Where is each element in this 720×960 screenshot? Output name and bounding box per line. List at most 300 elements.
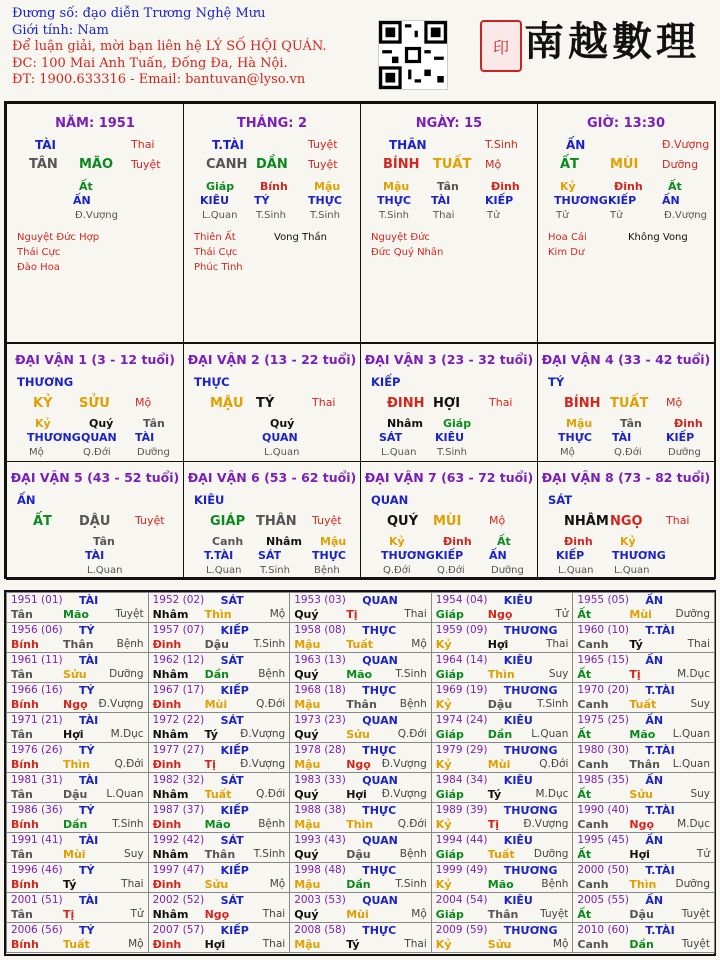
year-branch: Mão xyxy=(629,728,656,741)
year-stem: Canh xyxy=(577,638,609,651)
hidden-stage: Tử xyxy=(610,210,623,221)
heavenly-stem: GIÁP xyxy=(210,514,246,529)
year-stem: Mậu xyxy=(294,758,321,771)
year-stem: Tân xyxy=(11,908,33,921)
year-branch: Thìn xyxy=(487,668,515,681)
year-cell xyxy=(148,772,291,803)
year-cell xyxy=(289,772,432,803)
year-stage: Đ.Vượng xyxy=(240,758,286,770)
year-label: 1973 (23) xyxy=(294,714,346,726)
hidden-stage: L.Quan xyxy=(206,565,242,576)
hidden-stem: Quý xyxy=(270,417,295,430)
year-stem: Canh xyxy=(577,758,609,771)
year-star: SÁT xyxy=(220,774,244,787)
year-label: 1979 (29) xyxy=(435,744,488,756)
year-stage: Thai xyxy=(545,638,569,650)
year-cell xyxy=(431,712,574,743)
year-label: 2005 (55) xyxy=(577,894,630,906)
year-stage: Bệnh xyxy=(399,698,427,710)
hidden-stage: Đ.Vượng xyxy=(664,210,707,221)
earthly-branch: MÙI xyxy=(610,157,639,172)
year-cell xyxy=(289,652,432,683)
main-star: T.TÀI xyxy=(212,138,244,152)
year-label: 1984 (34) xyxy=(435,774,488,786)
year-stem: Nhâm xyxy=(152,908,189,921)
dai-van-title: ĐẠI VẬN 1 (3 - 12 tuổi) xyxy=(15,352,175,367)
year-stage: Tuyệt xyxy=(681,938,710,950)
year-branch: Tuất xyxy=(629,698,657,711)
year-label: 1970 (20) xyxy=(577,684,630,696)
header-info xyxy=(12,6,327,89)
hidden-stem: Mậu xyxy=(314,180,341,193)
year-stage: T.Sinh xyxy=(395,668,427,680)
year-stage: T.Sinh xyxy=(536,698,569,710)
year-branch: Hợi xyxy=(629,848,650,861)
year-cell xyxy=(572,832,715,863)
year-branch: Tý xyxy=(204,728,218,741)
dai-van-6 xyxy=(183,461,361,580)
year-label: 1959 (09) xyxy=(435,624,488,636)
heavenly-stem: BÍNH xyxy=(564,396,601,411)
hidden-star: THỰC xyxy=(558,431,592,444)
year-stage: Tử xyxy=(130,908,144,920)
year-cell xyxy=(289,862,432,893)
year-branch: Dần xyxy=(63,818,88,831)
year-star: TÝ xyxy=(79,864,95,877)
year-stem: Ất xyxy=(577,728,592,741)
year-branch: Ngọ xyxy=(63,698,88,711)
hidden-stage: L.Quan xyxy=(558,565,594,576)
year-label: 1958 (08) xyxy=(294,624,346,636)
year-label: 2010 (60) xyxy=(577,924,630,936)
year-cell xyxy=(148,802,291,833)
year-stem: Đinh xyxy=(152,698,182,711)
stage: Mộ xyxy=(135,396,152,409)
year-label: 1982 (32) xyxy=(152,774,205,786)
year-stem: Kỷ xyxy=(435,638,452,651)
year-branch: Tý xyxy=(63,878,77,891)
year-star: SÁT xyxy=(220,714,244,727)
hidden-stem: Giáp xyxy=(443,417,472,430)
hidden-star: KIẾP xyxy=(485,194,514,207)
year-branch: Dậu xyxy=(63,788,88,801)
year-label: 2000 (50) xyxy=(577,864,630,876)
year-stage: Đ.Vượng xyxy=(381,788,427,800)
year-stage: Bệnh xyxy=(399,848,427,860)
dai-van-title: ĐẠI VẬN 4 (33 - 42 tuổi) xyxy=(541,352,711,367)
hidden-stage: Tử xyxy=(487,210,500,221)
year-star: THƯƠNG xyxy=(503,864,558,877)
year-star: THƯƠNG xyxy=(503,744,558,757)
year-stage: Thai xyxy=(121,878,144,890)
stage-stem: T.Sinh xyxy=(485,138,518,151)
year-cell xyxy=(431,682,574,713)
hidden-stem: Giáp xyxy=(206,180,235,193)
special-star: Thiên Ất xyxy=(194,232,236,243)
stage: Thai xyxy=(312,396,336,409)
year-star: THƯƠNG xyxy=(503,924,558,937)
year-branch: Sửu xyxy=(487,938,512,951)
year-branch: Sửu xyxy=(204,878,229,891)
year-branch: Mão xyxy=(63,608,89,621)
dai-van-title: ĐẠI VẬN 5 (43 - 52 tuổi) xyxy=(10,470,180,485)
year-stage: Thai xyxy=(404,608,427,620)
year-branch: Hợi xyxy=(487,638,509,651)
year-cell xyxy=(6,892,149,923)
year-stage: M.Dục xyxy=(677,668,710,680)
year-stem: Kỷ xyxy=(435,758,452,771)
year-star: ẤN xyxy=(645,714,664,727)
year-stage: Tử xyxy=(555,608,569,620)
year-stage: M.Dục xyxy=(110,728,144,740)
stage: Mộ xyxy=(489,514,506,527)
hidden-stage: T.Sinh xyxy=(260,565,290,576)
year-cell xyxy=(6,682,149,713)
year-stage: Q.Đới xyxy=(397,728,427,740)
year-cell xyxy=(289,682,432,713)
hidden-stage: L.Quan xyxy=(264,447,300,458)
year-branch: Tị xyxy=(204,758,216,771)
year-label: 1992 (42) xyxy=(152,834,205,846)
year-cell xyxy=(6,832,149,863)
annual-luck-grid xyxy=(4,590,716,956)
year-stem: Quý xyxy=(294,908,319,921)
year-stem: Mậu xyxy=(294,818,321,831)
year-stem: Quý xyxy=(294,668,319,681)
year-stem: Ất xyxy=(577,848,592,861)
hidden-stem: Tân xyxy=(437,180,459,193)
hidden-stem: Tân xyxy=(93,535,115,548)
year-cell xyxy=(6,742,149,773)
year-branch: Dậu xyxy=(204,638,229,651)
hidden-star: THỰC xyxy=(312,549,346,562)
year-star: TÀI xyxy=(79,894,99,907)
year-label: 2004 (54) xyxy=(435,894,488,906)
hidden-stem: Ất xyxy=(668,180,682,193)
year-stage: Suy xyxy=(690,788,710,800)
year-cell xyxy=(289,802,432,833)
year-cell xyxy=(572,652,715,683)
year-label: 1990 (40) xyxy=(577,804,630,816)
year-stem: Ất xyxy=(577,608,592,621)
hidden-star: KIÊU xyxy=(200,194,230,207)
year-star: T.TÀI xyxy=(645,864,675,877)
special-star: Đào Hoa xyxy=(17,262,60,273)
year-stem: Quý xyxy=(294,608,319,621)
year-cell xyxy=(148,742,291,773)
year-cell xyxy=(572,592,715,623)
year-stage: Q.Đới xyxy=(539,758,569,770)
year-stem: Giáp xyxy=(435,668,464,681)
year-star: THỰC xyxy=(362,924,397,937)
year-label: 1995 (45) xyxy=(577,834,630,846)
year-stem: Giáp xyxy=(435,848,464,861)
year-cell xyxy=(6,922,149,953)
year-label: 1951 (01) xyxy=(11,594,63,606)
year-star: T.TÀI xyxy=(645,804,675,817)
year-star: T.TÀI xyxy=(645,924,675,937)
year-stage: Đ.Vượng xyxy=(98,698,144,710)
year-star: QUAN xyxy=(362,654,398,667)
year-label: 1969 (19) xyxy=(435,684,488,696)
year-star: KIÊU xyxy=(503,594,533,607)
hidden-stem: Đinh xyxy=(614,180,643,193)
year-branch: Tuất xyxy=(346,638,373,651)
year-label: 1977 (27) xyxy=(152,744,205,756)
year-stem: Ất xyxy=(577,908,592,921)
year-label: 1968 (18) xyxy=(294,684,346,696)
hidden-stem: Nhâm xyxy=(266,535,302,548)
brand-logo: 南越數理 xyxy=(524,18,700,65)
year-branch: Ngọ xyxy=(346,758,371,771)
hidden-star: TÀI xyxy=(135,431,155,444)
year-star: KIẾP xyxy=(220,864,249,877)
year-branch: Mão xyxy=(346,668,373,681)
earthly-branch: TUẤT xyxy=(433,157,472,172)
year-branch: Dần xyxy=(346,878,371,891)
year-star: KIẾP xyxy=(220,924,249,937)
year-branch: Sửu xyxy=(629,788,653,801)
year-branch: Mão xyxy=(487,878,514,891)
main-star: KIẾP xyxy=(371,375,401,389)
year-cell xyxy=(6,712,149,743)
year-stem: Bính xyxy=(11,758,39,771)
hidden-stage: Q.Đới xyxy=(614,447,642,458)
year-stem: Kỷ xyxy=(435,938,452,951)
year-star: KIÊU xyxy=(503,894,533,907)
year-cell xyxy=(572,622,715,653)
year-star: THƯƠNG xyxy=(503,624,558,637)
year-branch: Ngọ xyxy=(629,818,655,831)
year-label: 1987 (37) xyxy=(152,804,205,816)
year-stage: Dưỡng xyxy=(533,848,569,860)
year-stage: Thai xyxy=(687,638,710,650)
year-branch: Hợi xyxy=(204,938,226,951)
hidden-stem: Canh xyxy=(212,535,244,548)
year-cell xyxy=(289,712,432,743)
year-label: 1986 (36) xyxy=(11,804,63,816)
year-stem: Tân xyxy=(11,848,33,861)
year-star: THƯƠNG xyxy=(503,804,558,817)
year-stage: Mộ xyxy=(552,938,569,950)
year-stage: Tử xyxy=(696,848,710,860)
year-star: TÝ xyxy=(79,684,95,697)
year-stage: Bệnh xyxy=(258,668,286,680)
year-star: ẤN xyxy=(645,594,664,607)
year-star: QUAN xyxy=(362,894,398,907)
year-stem: Đinh xyxy=(152,938,182,951)
phone-email-line: ĐT: 1900.633316 - Email: bantuvan@lyso.vn xyxy=(12,72,306,87)
year-stem: Nhâm xyxy=(152,848,189,861)
year-cell xyxy=(289,592,432,623)
year-label: 1988 (38) xyxy=(294,804,346,816)
year-cell xyxy=(431,892,574,923)
year-star: TÀI xyxy=(79,654,99,667)
year-stage: Suy xyxy=(690,698,710,710)
year-stem: Kỷ xyxy=(435,818,452,831)
earthly-branch: TÝ xyxy=(256,396,275,411)
heavenly-stem: NHÂM xyxy=(564,514,609,529)
year-stem: Quý xyxy=(294,788,319,801)
year-cell xyxy=(431,772,574,803)
year-stem: Kỷ xyxy=(435,878,452,891)
heavenly-stem: ĐINH xyxy=(387,396,425,411)
dai-van-3 xyxy=(360,343,538,462)
qr-code-icon xyxy=(378,20,448,90)
hidden-stage: Tử xyxy=(556,210,569,221)
year-stage: L.Quan xyxy=(672,758,710,770)
contact-line: Để luận giải, mời bạn liên hệ LÝ SỐ HỘI QUÁN. xyxy=(12,39,327,54)
year-cell xyxy=(289,892,432,923)
stage-branch: Mộ xyxy=(485,158,502,171)
hidden-stem: Bính xyxy=(260,180,288,193)
year-cell xyxy=(289,742,432,773)
hidden-stage: Dưỡng xyxy=(491,565,524,576)
hidden-stem: Mậu xyxy=(566,417,593,430)
year-label: 1962 (12) xyxy=(152,654,205,666)
hidden-stage: Q.Đới xyxy=(383,565,411,576)
earthly-branch: MÃO xyxy=(79,157,114,172)
year-branch: Hợi xyxy=(346,788,367,801)
dai-van-4 xyxy=(537,343,715,462)
year-branch: Thân xyxy=(346,698,377,711)
year-stage: Bệnh xyxy=(541,878,569,890)
year-branch: Tuất xyxy=(63,938,90,951)
year-star: T.TÀI xyxy=(645,624,675,637)
year-label: 1955 (05) xyxy=(577,594,630,606)
special-star: Thái Cực xyxy=(17,247,61,258)
year-stage: T.Sinh xyxy=(395,878,427,890)
year-cell xyxy=(6,802,149,833)
hidden-star: SÁT xyxy=(379,431,403,444)
earthly-branch: DẦN xyxy=(256,157,288,172)
hidden-stage: Mộ xyxy=(29,447,44,458)
pillar-2 xyxy=(183,103,361,343)
year-stem: Nhâm xyxy=(152,728,189,741)
pillar-title: THÁNG: 2 xyxy=(236,116,308,131)
year-stage: Mộ xyxy=(128,938,144,950)
stage-stem: Tuyệt xyxy=(308,138,338,151)
pillar-4 xyxy=(537,103,715,343)
year-branch: Dậu xyxy=(346,848,371,861)
hidden-stage: Dưỡng xyxy=(668,447,701,458)
year-branch: Thìn xyxy=(204,608,232,621)
heavenly-stem: ẤT xyxy=(560,157,579,172)
hidden-star: T.TÀI xyxy=(204,549,234,562)
year-label: 1961 (11) xyxy=(11,654,63,666)
owner-label: Đương số: xyxy=(12,6,79,21)
year-star: THỰC xyxy=(362,684,397,697)
hidden-stem: Đinh xyxy=(491,180,520,193)
year-stem: Mậu xyxy=(294,638,321,651)
hidden-stem: Tân xyxy=(620,417,642,430)
year-stem: Giáp xyxy=(435,908,464,921)
special-star: Nguyệt Đức xyxy=(371,232,430,243)
hidden-stage: Bệnh xyxy=(314,565,340,576)
hidden-stage: L.Quan xyxy=(614,565,650,576)
year-stem: Đinh xyxy=(152,638,182,651)
main-star: KIÊU xyxy=(194,493,225,507)
hidden-stem: Kỷ xyxy=(35,417,51,430)
year-stem: Giáp xyxy=(435,788,464,801)
year-stem: Quý xyxy=(294,728,319,741)
year-label: 1971 (21) xyxy=(11,714,63,726)
year-branch: Mùi xyxy=(346,908,369,921)
year-stage: Q.Đới xyxy=(114,758,144,770)
earthly-branch: SỬU xyxy=(79,396,110,411)
year-branch: Dậu xyxy=(487,698,513,711)
hidden-stage: T.Sinh xyxy=(310,210,340,221)
hidden-star: KIẾP xyxy=(608,194,637,207)
hidden-star: THỰC xyxy=(377,194,411,207)
year-stage: Q.Đới xyxy=(256,788,286,800)
year-star: T.TÀI xyxy=(645,744,675,757)
year-label: 1991 (41) xyxy=(11,834,63,846)
hidden-stage: T.Sinh xyxy=(256,210,286,221)
year-cell xyxy=(289,922,432,953)
pillar-1 xyxy=(6,103,184,343)
year-branch: Ngọ xyxy=(204,908,230,921)
year-star: ẤN xyxy=(645,894,664,907)
year-star: T.TÀI xyxy=(645,684,675,697)
stage-branch: Tuyệt xyxy=(131,158,161,171)
hidden-star: ẤN xyxy=(662,194,680,207)
pillar-title: GIỜ: 13:30 xyxy=(587,116,665,131)
hidden-star: THƯƠNG xyxy=(27,431,81,444)
hidden-star: THỰC xyxy=(308,194,342,207)
year-stem: Mậu xyxy=(294,938,321,951)
year-star: QUAN xyxy=(362,834,398,847)
hidden-star: KIẾP xyxy=(435,549,464,562)
earthly-branch: HỢI xyxy=(433,396,461,411)
stage-stem: Đ.Vượng xyxy=(662,138,710,151)
year-star: KIẾP xyxy=(220,804,249,817)
year-cell xyxy=(6,592,149,623)
hidden-stage: T.Sinh xyxy=(437,447,467,458)
year-stem: Canh xyxy=(577,938,609,951)
heavenly-stem: CANH xyxy=(206,157,248,172)
year-stem: Tân xyxy=(11,728,33,741)
year-branch: Mão xyxy=(204,818,231,831)
heavenly-stem: ẤT xyxy=(33,514,52,529)
year-label: 1963 (13) xyxy=(294,654,346,666)
year-star: KIẾP xyxy=(220,684,249,697)
year-branch: Ngọ xyxy=(487,608,513,621)
stage-branch: Dưỡng xyxy=(662,158,699,171)
year-label: 1967 (17) xyxy=(152,684,205,696)
year-label: 2001 (51) xyxy=(11,894,63,906)
hidden-star: KIẾP xyxy=(556,549,585,562)
year-stem: Bính xyxy=(11,938,39,951)
year-cell xyxy=(572,892,715,923)
year-star: ẤN xyxy=(645,654,664,667)
year-branch: Tị xyxy=(629,668,641,681)
year-star: QUAN xyxy=(362,714,398,727)
year-stem: Canh xyxy=(577,878,609,891)
main-star: SÁT xyxy=(548,493,573,507)
year-stage: L.Quan xyxy=(106,788,144,800)
year-stage: Tuyệt xyxy=(115,608,144,620)
year-stem: Kỷ xyxy=(435,698,452,711)
year-stage: Q.Đới xyxy=(397,818,427,830)
earthly-branch: DẬU xyxy=(79,514,111,529)
hidden-stage: Dưỡng xyxy=(137,447,170,458)
hidden-stem: Đinh xyxy=(564,535,593,548)
special-star: Đức Quý Nhân xyxy=(371,247,444,258)
year-stage: Q.Đới xyxy=(256,698,286,710)
pillar-title: NĂM: 1951 xyxy=(55,116,135,131)
hidden-star: TÀI xyxy=(612,431,632,444)
